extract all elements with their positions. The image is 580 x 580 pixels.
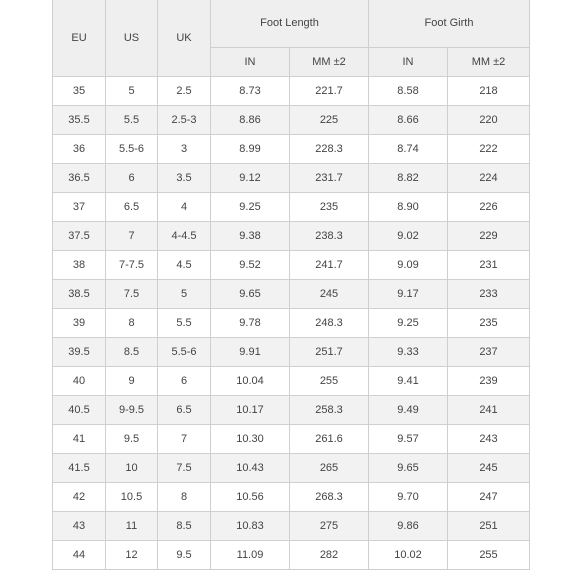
cell-us: 10.5	[106, 483, 158, 512]
cell-eu: 41	[53, 425, 106, 454]
table-row	[53, 280, 530, 309]
col-header-eu: EU	[53, 0, 106, 77]
cell-length-in: 8.73	[211, 77, 290, 106]
cell-girth-in: 9.02	[369, 222, 448, 251]
cell-girth-mm: 231	[448, 251, 530, 280]
cell-us: 5	[106, 77, 158, 106]
cell-length-in: 10.43	[211, 454, 290, 483]
cell-length-mm: 228.3	[290, 135, 369, 164]
table-row	[53, 251, 530, 280]
cell-girth-in: 9.25	[369, 309, 448, 338]
cell-uk: 2.5-3	[158, 106, 211, 135]
cell-girth-in: 9.41	[369, 367, 448, 396]
cell-us: 9.5	[106, 425, 158, 454]
cell-uk: 9.5	[158, 541, 211, 570]
cell-eu: 36	[53, 135, 106, 164]
cell-length-in: 10.17	[211, 396, 290, 425]
table-row	[53, 541, 530, 570]
cell-eu: 38.5	[53, 280, 106, 309]
cell-uk: 2.5	[158, 77, 211, 106]
cell-girth-in: 8.90	[369, 193, 448, 222]
cell-length-in: 10.56	[211, 483, 290, 512]
table-row	[53, 396, 530, 425]
cell-uk: 5.5	[158, 309, 211, 338]
cell-eu: 42	[53, 483, 106, 512]
cell-girth-in: 8.82	[369, 164, 448, 193]
header-row-top	[53, 0, 530, 48]
cell-length-mm: 282	[290, 541, 369, 570]
table-row	[53, 425, 530, 454]
cell-girth-mm: 229	[448, 222, 530, 251]
col-header-girth-mm: MM ±2	[448, 48, 530, 77]
cell-us: 6	[106, 164, 158, 193]
cell-length-mm: 231.7	[290, 164, 369, 193]
col-header-length-mm: MM ±2	[290, 48, 369, 77]
cell-girth-in: 8.66	[369, 106, 448, 135]
cell-length-mm: 275	[290, 512, 369, 541]
table-body	[53, 77, 530, 570]
col-group-foot-length: Foot Length	[211, 0, 369, 48]
cell-length-mm: 251.7	[290, 338, 369, 367]
cell-eu: 39	[53, 309, 106, 338]
cell-uk: 3	[158, 135, 211, 164]
cell-girth-mm: 226	[448, 193, 530, 222]
cell-uk: 5	[158, 280, 211, 309]
cell-girth-in: 10.02	[369, 541, 448, 570]
table-row	[53, 135, 530, 164]
cell-length-mm: 241.7	[290, 251, 369, 280]
cell-length-mm: 248.3	[290, 309, 369, 338]
cell-uk: 7	[158, 425, 211, 454]
cell-length-mm: 255	[290, 367, 369, 396]
cell-length-mm: 238.3	[290, 222, 369, 251]
table-row	[53, 164, 530, 193]
cell-length-in: 8.99	[211, 135, 290, 164]
cell-girth-in: 9.33	[369, 338, 448, 367]
cell-girth-in: 9.86	[369, 512, 448, 541]
cell-us: 12	[106, 541, 158, 570]
cell-girth-mm: 247	[448, 483, 530, 512]
cell-eu: 40.5	[53, 396, 106, 425]
cell-girth-in: 8.74	[369, 135, 448, 164]
cell-girth-mm: 218	[448, 77, 530, 106]
cell-length-mm: 221.7	[290, 77, 369, 106]
cell-girth-in: 9.17	[369, 280, 448, 309]
cell-girth-mm: 224	[448, 164, 530, 193]
cell-length-in: 8.86	[211, 106, 290, 135]
cell-length-mm: 268.3	[290, 483, 369, 512]
cell-length-mm: 258.3	[290, 396, 369, 425]
table-row	[53, 77, 530, 106]
cell-eu: 38	[53, 251, 106, 280]
col-header-us: US	[106, 0, 158, 77]
col-header-uk: UK	[158, 0, 211, 77]
cell-uk: 8	[158, 483, 211, 512]
cell-length-in: 10.83	[211, 512, 290, 541]
cell-us: 5.5-6	[106, 135, 158, 164]
cell-girth-mm: 255	[448, 541, 530, 570]
cell-girth-mm: 251	[448, 512, 530, 541]
table-row	[53, 367, 530, 396]
cell-us: 9	[106, 367, 158, 396]
cell-length-in: 10.04	[211, 367, 290, 396]
table-row	[53, 309, 530, 338]
cell-length-in: 9.65	[211, 280, 290, 309]
table-row	[53, 106, 530, 135]
cell-girth-in: 8.58	[369, 77, 448, 106]
cell-girth-in: 9.57	[369, 425, 448, 454]
cell-uk: 6	[158, 367, 211, 396]
cell-girth-in: 9.70	[369, 483, 448, 512]
col-group-foot-girth: Foot Girth	[369, 0, 530, 48]
cell-uk: 6.5	[158, 396, 211, 425]
cell-eu: 43	[53, 512, 106, 541]
cell-girth-mm: 245	[448, 454, 530, 483]
cell-uk: 4	[158, 193, 211, 222]
cell-girth-in: 9.49	[369, 396, 448, 425]
cell-us: 8	[106, 309, 158, 338]
cell-eu: 41.5	[53, 454, 106, 483]
cell-length-in: 9.52	[211, 251, 290, 280]
cell-length-in: 9.38	[211, 222, 290, 251]
cell-us: 9-9.5	[106, 396, 158, 425]
cell-uk: 3.5	[158, 164, 211, 193]
cell-eu: 44	[53, 541, 106, 570]
cell-eu: 35	[53, 77, 106, 106]
cell-girth-mm: 233	[448, 280, 530, 309]
cell-girth-mm: 241	[448, 396, 530, 425]
cell-length-in: 10.30	[211, 425, 290, 454]
cell-eu: 40	[53, 367, 106, 396]
cell-uk: 5.5-6	[158, 338, 211, 367]
cell-us: 8.5	[106, 338, 158, 367]
cell-length-mm: 225	[290, 106, 369, 135]
cell-us: 5.5	[106, 106, 158, 135]
col-header-girth-in: IN	[369, 48, 448, 77]
table-row	[53, 512, 530, 541]
cell-length-mm: 235	[290, 193, 369, 222]
cell-uk: 7.5	[158, 454, 211, 483]
size-chart-table	[52, 0, 530, 570]
table-row	[53, 483, 530, 512]
cell-us: 7.5	[106, 280, 158, 309]
cell-girth-mm: 239	[448, 367, 530, 396]
cell-us: 7-7.5	[106, 251, 158, 280]
cell-us: 10	[106, 454, 158, 483]
cell-eu: 35.5	[53, 106, 106, 135]
cell-eu: 37.5	[53, 222, 106, 251]
col-header-length-in: IN	[211, 48, 290, 77]
cell-girth-mm: 222	[448, 135, 530, 164]
cell-uk: 4-4.5	[158, 222, 211, 251]
cell-length-mm: 261.6	[290, 425, 369, 454]
cell-length-in: 11.09	[211, 541, 290, 570]
cell-girth-in: 9.65	[369, 454, 448, 483]
cell-eu: 37	[53, 193, 106, 222]
cell-girth-mm: 237	[448, 338, 530, 367]
cell-length-in: 9.25	[211, 193, 290, 222]
cell-eu: 39.5	[53, 338, 106, 367]
table-row	[53, 454, 530, 483]
table-row	[53, 193, 530, 222]
cell-girth-in: 9.09	[369, 251, 448, 280]
cell-us: 7	[106, 222, 158, 251]
cell-uk: 8.5	[158, 512, 211, 541]
cell-length-in: 9.78	[211, 309, 290, 338]
cell-length-mm: 245	[290, 280, 369, 309]
table-row	[53, 338, 530, 367]
cell-length-in: 9.12	[211, 164, 290, 193]
cell-length-in: 9.91	[211, 338, 290, 367]
table-row	[53, 222, 530, 251]
cell-girth-mm: 220	[448, 106, 530, 135]
cell-length-mm: 265	[290, 454, 369, 483]
cell-girth-mm: 243	[448, 425, 530, 454]
cell-eu: 36.5	[53, 164, 106, 193]
cell-us: 11	[106, 512, 158, 541]
cell-uk: 4.5	[158, 251, 211, 280]
table-header	[53, 0, 530, 77]
cell-girth-mm: 235	[448, 309, 530, 338]
cell-us: 6.5	[106, 193, 158, 222]
